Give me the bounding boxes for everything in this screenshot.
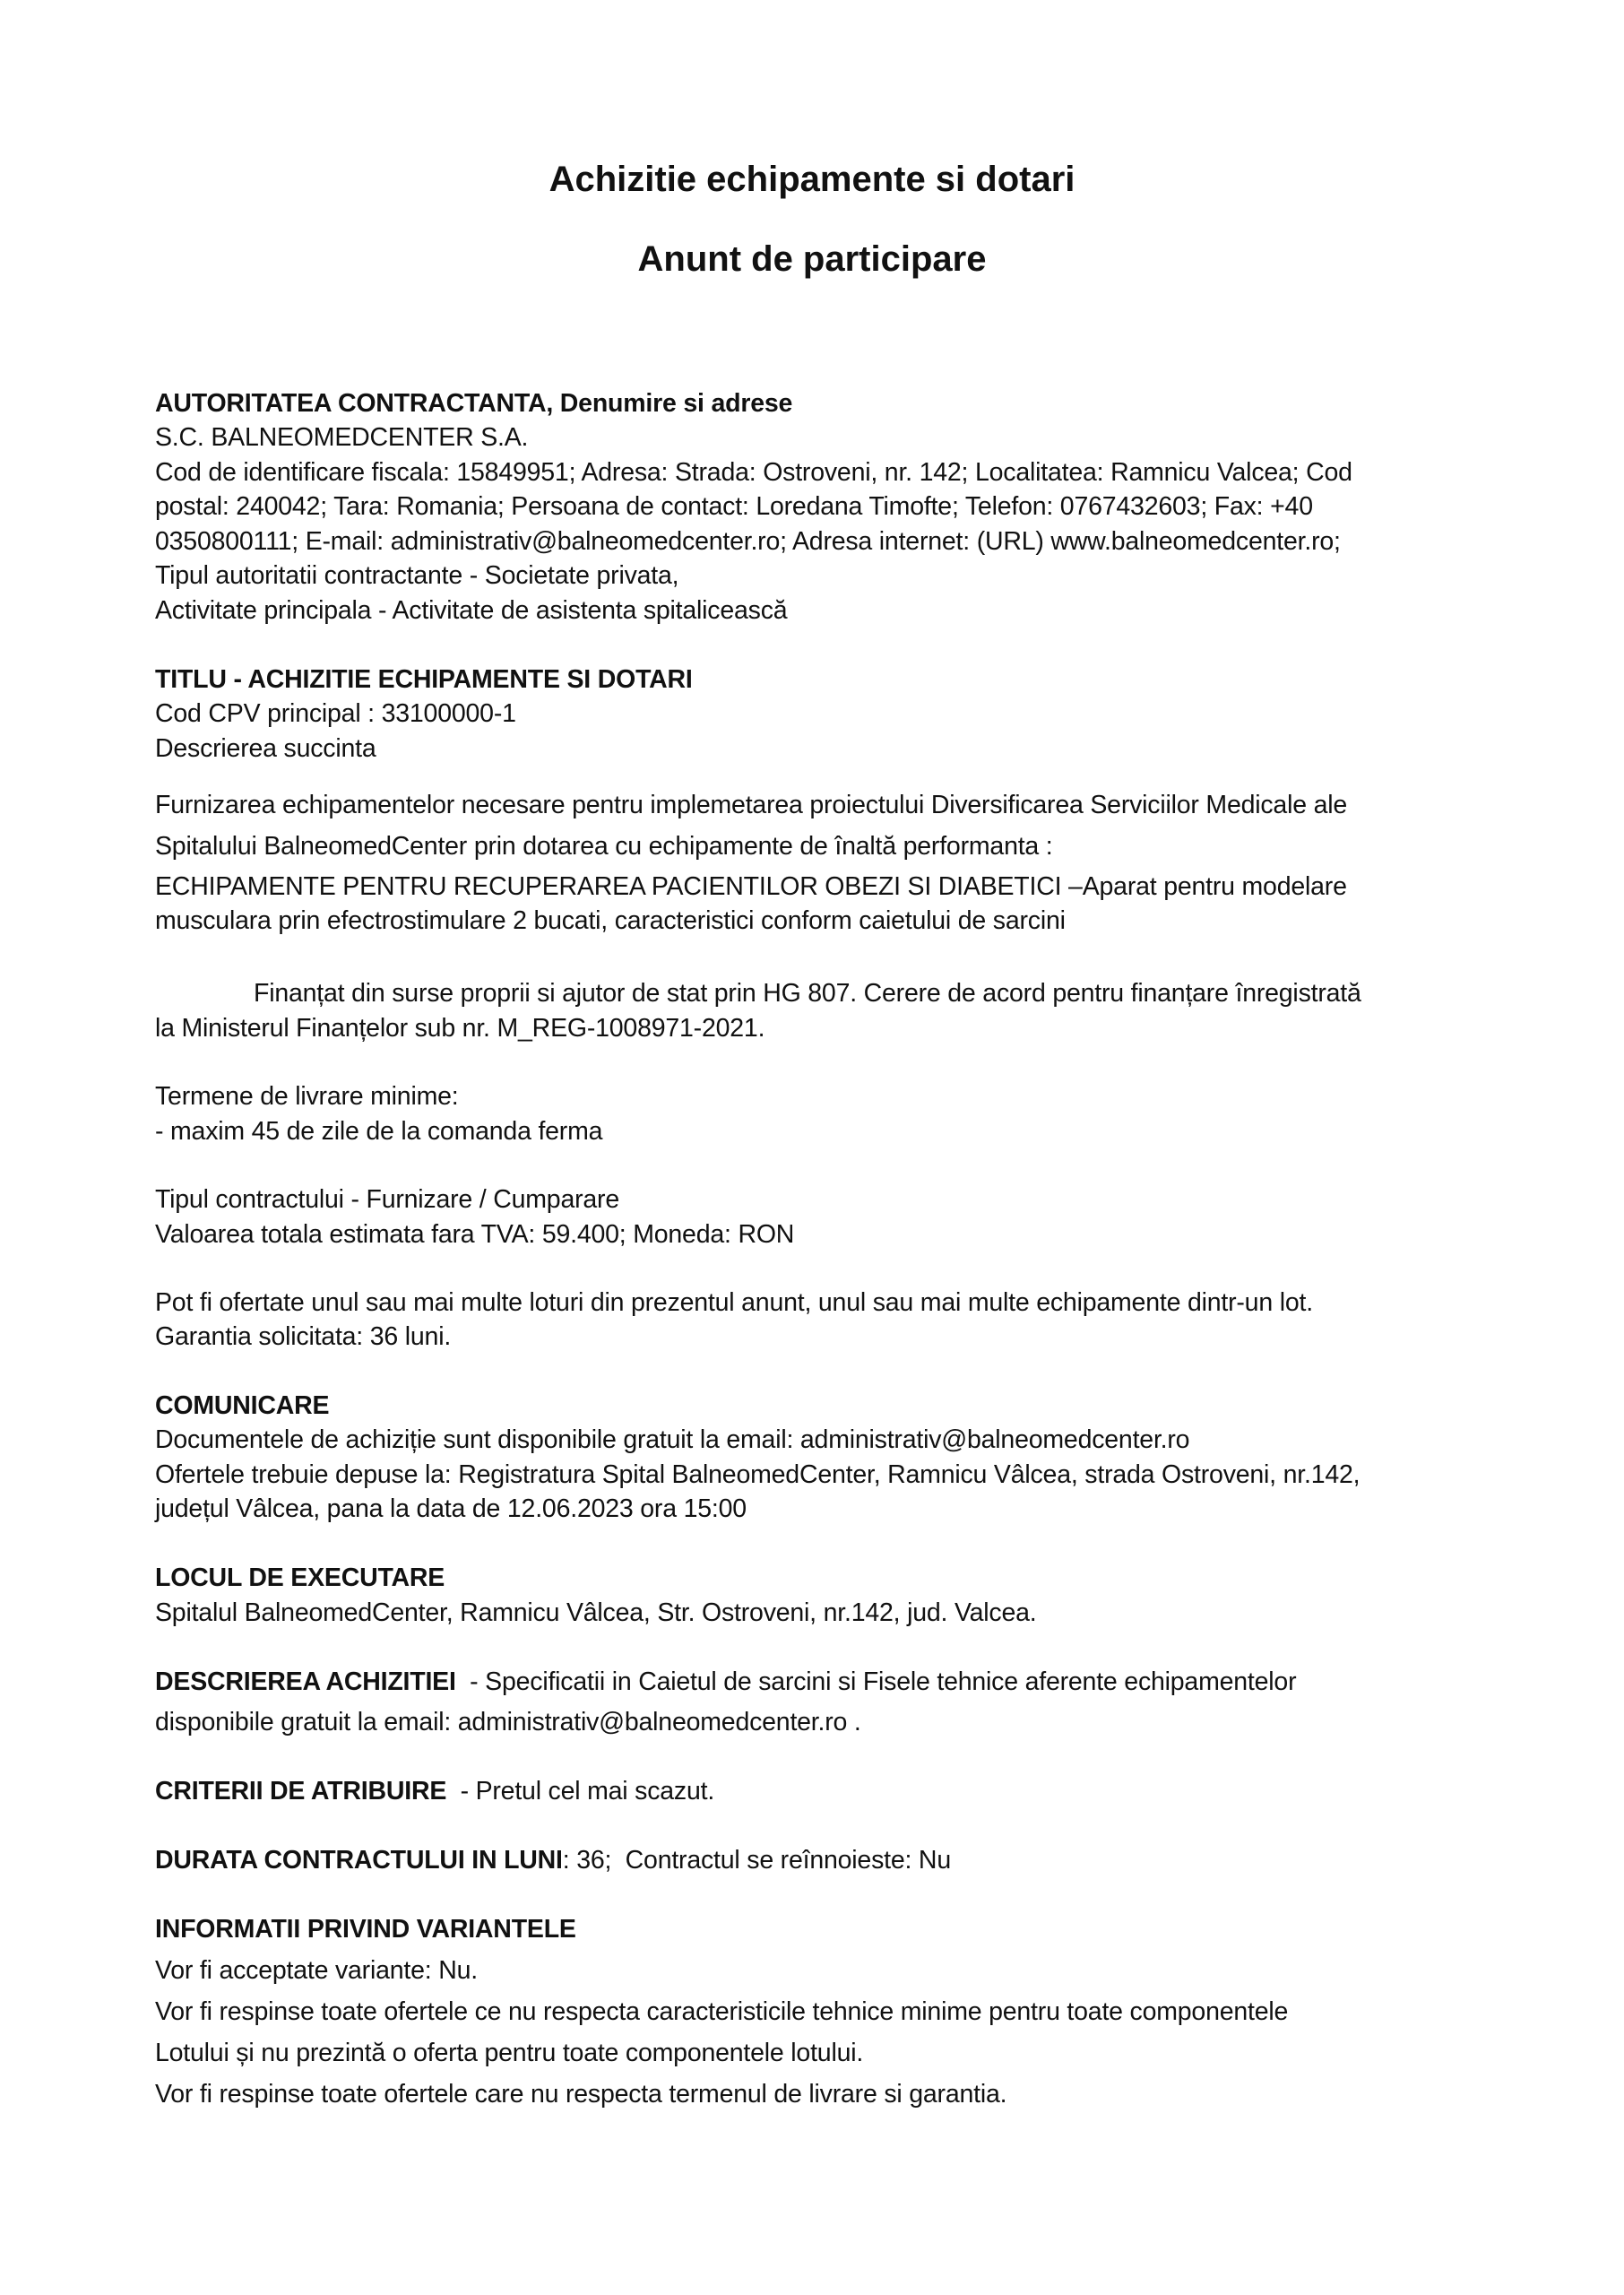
variants-line: Vor fi respinse toate ofertele ce nu respecta caracteristicile tehnice minime pentru toate componentele	[155, 1997, 1289, 2026]
document-title: Achizitie echipamente si dotari	[549, 160, 1075, 199]
section-heading-variante: INFORMATII PRIVIND VARIANTELE	[155, 1915, 576, 1944]
authority-line: postal: 240042; Tara: Romania; Persoana de contact: Loredana Timofte; Telefon: 0767432603; Fax: +40	[155, 492, 1313, 521]
description-line: Furnizarea echipamentelor necesare pentru implemetarea proiectului Diversificarea Serviciilor Medicale ale	[155, 791, 1348, 819]
lots-info: Pot fi ofertate unul sau mai multe loturi din prezentul anunt, unul sau mai multe echipamente dintr-un lot.	[155, 1288, 1313, 1317]
cpv-code: Cod CPV principal : 33100000-1	[155, 699, 516, 728]
section-heading-autoritate: AUTORITATEA CONTRACTANTA, Denumire si adrese	[155, 389, 793, 418]
warranty-info: Garantia solicitata: 36 luni.	[155, 1322, 452, 1351]
description-line: Spitalului BalneomedCenter prin dotarea cu echipamente de înaltă performanta :	[155, 832, 1053, 861]
financing-line: Finanțat din surse proprii si ajutor de stat prin HG 807. Cerere de acord pentru finanțare înregistrată	[254, 979, 1361, 1008]
estimated-value: Valoarea totala estimata fara TVA: 59.400; Moneda: RON	[155, 1220, 795, 1249]
execution-place: Spitalul BalneomedCenter, Ramnicu Vâlcea, Str. Ostroveni, nr.142, jud. Valcea.	[155, 1598, 1037, 1627]
award-criteria-text: - Pretul cel mai scazut.	[446, 1777, 715, 1806]
acquisition-description-line: disponibile gratuit la email: administrativ@balneomedcenter.ro .	[155, 1708, 861, 1736]
description-line: ECHIPAMENTE PENTRU RECUPERAREA PACIENTILOR OBEZI SI DIABETICI –Aparat pentru modelare	[155, 872, 1347, 901]
variants-line: Lotului și nu prezintă o oferta pentru toate componentele lotului.	[155, 2039, 864, 2067]
award-criteria	[155, 1779, 714, 1805]
section-heading-titlu: TITLU - ACHIZITIE ECHIPAMENTE SI DOTARI	[155, 665, 693, 694]
contract-duration-text: : 36; Contractul se reînnoieste: Nu	[562, 1846, 951, 1875]
authority-type: Tipul autoritatii contractante - Societate privata,	[155, 561, 679, 590]
communication-line: Ofertele trebuie depuse la: Registratura Spital BalneomedCenter, Ramnicu Vâlcea, strada Ostroveni, nr.142,	[155, 1460, 1361, 1489]
section-heading-durata: DURATA CONTRACTULUI IN LUNI	[155, 1846, 563, 1875]
section-heading-locul: LOCUL DE EXECUTARE	[155, 1563, 445, 1592]
variants-line: Vor fi respinse toate ofertele care nu respecta termenul de livrare si garantia.	[155, 2080, 1007, 2109]
description-line: musculara prin efectrostimulare 2 bucati, caracteristici conform caietului de sarcini	[155, 906, 1066, 935]
acquisition-description-text: - Specificatii in Caietul de sarcini si Fisele tehnice aferente echipamentelor	[455, 1667, 1297, 1696]
delivery-label: Termene de livrare minime:	[155, 1082, 459, 1111]
authority-line: 0350800111; E-mail: administrativ@balneomedcenter.ro; Adresa internet: (URL) www.balneomedcenter.ro;	[155, 527, 1341, 556]
section-heading-criterii: CRITERII DE ATRIBUIRE	[155, 1777, 447, 1806]
contract-duration	[155, 1848, 951, 1874]
authority-name: S.C. BALNEOMEDCENTER S.A.	[155, 423, 529, 452]
section-heading-descrierea: DESCRIEREA ACHIZITIEI	[155, 1667, 456, 1696]
variants-line: Vor fi acceptate variante: Nu.	[155, 1956, 478, 1985]
communication-line: Documentele de achiziție sunt disponibile gratuit la email: administrativ@balneomedcenter.ro	[155, 1425, 1190, 1454]
description-label: Descrierea succinta	[155, 734, 376, 763]
acquisition-description	[155, 1669, 1296, 1695]
delivery-term: - maxim 45 de zile de la comanda ferma	[155, 1117, 603, 1146]
financing-line: la Ministerul Finanțelor sub nr. M_REG-1008971-2021.	[155, 1014, 765, 1043]
contract-type: Tipul contractului - Furnizare / Cumparare	[155, 1185, 619, 1214]
document-subtitle: Anunt de participare	[637, 239, 987, 279]
communication-deadline: județul Vâlcea, pana la data de 12.06.2023 ora 15:00	[155, 1494, 747, 1523]
authority-line: Cod de identificare fiscala: 15849951; Adresa: Strada: Ostroveni, nr. 142; Localitatea: Ramnicu Valcea; Cod	[155, 458, 1352, 487]
authority-activity: Activitate principala - Activitate de asistenta spitalicească	[155, 596, 788, 625]
section-heading-comunicare: COMUNICARE	[155, 1391, 330, 1420]
